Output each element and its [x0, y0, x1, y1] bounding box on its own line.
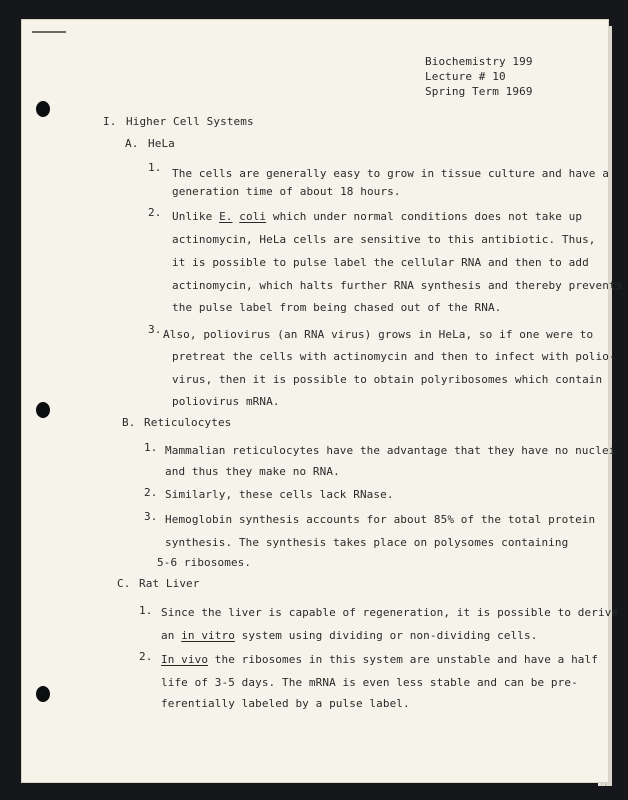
document-page	[22, 20, 608, 782]
subsection-a-number: A.	[125, 137, 139, 150]
item-number: 2.	[148, 206, 162, 219]
text-line: 5-6 ribosomes.	[157, 556, 252, 569]
text-line: Mammalian reticulocytes have the advantage that they have no nuclei	[165, 444, 616, 457]
item-number: 1.	[144, 441, 158, 454]
item-number: 1.	[148, 161, 162, 174]
section-title: Higher Cell Systems	[126, 115, 254, 128]
text-line: Hemoglobin synthesis accounts for about 85% of the total protein	[165, 513, 596, 526]
punch-hole-bottom	[36, 686, 50, 702]
text-line: Also, poliovirus (an RNA virus) grows in HeLa, so if one were to	[163, 328, 594, 341]
section-number: I.	[103, 115, 117, 128]
subsection-c-number: C.	[117, 577, 131, 590]
subsection-a-title: HeLa	[148, 137, 175, 150]
header-lecture: Lecture # 10	[425, 70, 506, 83]
item-number: 3.	[148, 323, 162, 336]
subsection-b-number: B.	[122, 416, 136, 429]
text-line: In vivo the ribosomes in this system are unstable and have a half	[161, 653, 598, 666]
text-line: Since the liver is capable of regeneration, it is possible to derive	[161, 606, 619, 619]
item-number: 2.	[139, 650, 153, 663]
text-line: life of 3-5 days. The mRNA is even less stable and can be pre-	[161, 676, 578, 689]
text-line: actinomycin, HeLa cells are sensitive to this antibiotic. Thus,	[172, 233, 596, 246]
punch-hole-middle	[36, 402, 50, 418]
item-number: 2.	[144, 486, 158, 499]
text-line: poliovirus mRNA.	[172, 395, 280, 408]
text-line: Unlike E. coli which under normal conditions does not take up	[172, 210, 583, 223]
text-line: pretreat the cells with actinomycin and then to infect with polio-	[172, 350, 616, 363]
text-line: ferentially labeled by a pulse label.	[161, 697, 410, 710]
margin-dash	[32, 31, 66, 33]
text-line: The cells are generally easy to grow in tissue culture and have a	[172, 167, 609, 180]
header-course: Biochemistry 199	[425, 55, 533, 68]
item-number: 1.	[139, 604, 153, 617]
text-line: synthesis. The synthesis takes place on polysomes containing	[165, 536, 569, 549]
subsection-b-title: Reticulocytes	[144, 416, 232, 429]
text-line: generation time of about 18 hours.	[172, 185, 401, 198]
subsection-c-title: Rat Liver	[139, 577, 200, 590]
punch-hole-top	[36, 101, 50, 117]
text-line: and thus they make no RNA.	[165, 465, 340, 478]
text-line: an in vitro system using dividing or non-dividing cells.	[161, 629, 538, 642]
text-line: actinomycin, which halts further RNA synthesis and thereby prevents	[172, 279, 623, 292]
text-line: Similarly, these cells lack RNase.	[165, 488, 394, 501]
header-term: Spring Term 1969	[425, 85, 533, 98]
text-line: it is possible to pulse label the cellular RNA and then to add	[172, 256, 589, 269]
item-number: 3.	[144, 510, 158, 523]
text-line: virus, then it is possible to obtain polyribosomes which contain	[172, 373, 603, 386]
text-line: the pulse label from being chased out of the RNA.	[172, 301, 502, 314]
